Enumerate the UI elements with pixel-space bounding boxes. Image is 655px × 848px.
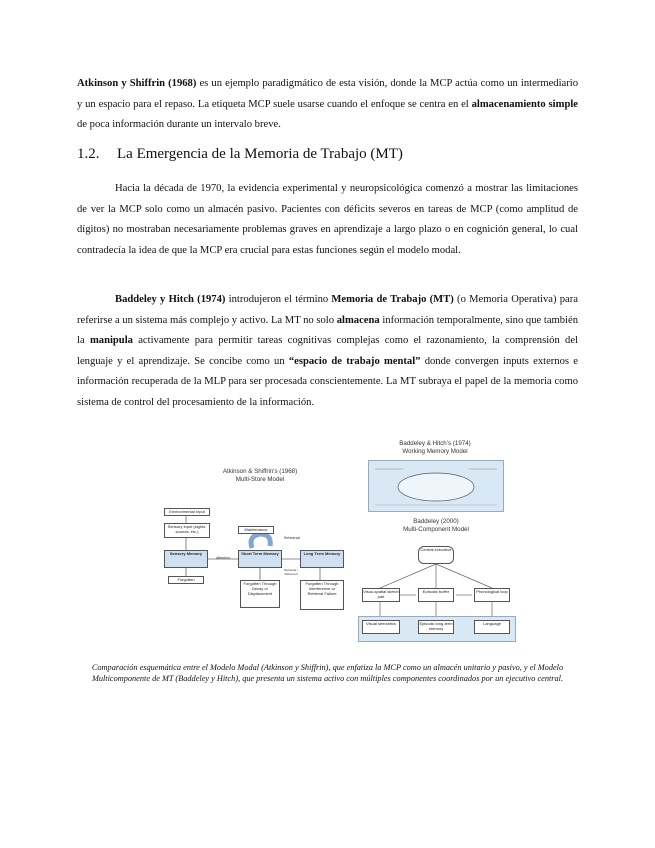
figure-title-line: Baddeley & Hitch’s (1974) [399,440,471,447]
section-heading [77,146,403,163]
figure-title-line: Multi-Component Model [403,526,469,533]
figure-title-line: Baddeley (2000) [413,518,459,525]
figure-multi-store-model [160,468,360,628]
figure-caption: Comparación esquemática entre el Modelo Modal (Atkinson y Shiffrin), que enfatiza la MCP como un almacén unitario y pasivo, y el Modelo Multicomponente de MT (Baddeley y Hitch), que presenta un sistema activo con múltiples componentes coordinados por un ejecutivo central. [91,663,564,683]
figure-multi-component-model [356,518,516,642]
paragraph-text: de poca información durante un intervalo breve. [77,119,281,130]
wm-diagram-area [368,460,504,512]
episodic-buffer-box: Episodic buffer [418,588,454,602]
paragraph-text: es un ejemplo paradigmático de esta visión, donde la MCP actúa como un intermediario y un espacio para el repaso. La etiqueta MCP suele usarse cuando el enfoque se centra en el [77,78,578,110]
figure-title-line: Atkinson & Shiffrin's (1968) [222,468,298,475]
term-almacenamiento: almacenamiento simple [471,98,578,110]
paragraph-text: donde convergen inputs externos e información recuperada de la MLP para ser procesada conscientemente. La MT subraya el papel de la memoria como sistema de control del procesamiento de la información. [77,355,578,408]
central-executive-box: Central executive [418,546,454,564]
paragraph-text: información temporalmente, sino que también la [77,314,579,346]
term-almacena: almacena [336,314,380,326]
forgotten-box-2: Forgotten Through Decay or Displacement [240,580,280,608]
maintenance-box: Maintenance [238,526,274,534]
paragraph-text: Hacia la década de 1970, la evidencia experimental y neuropsicológica comenzó a mostrar las limitaciones de ver la MCP solo como un almacén pasivo. Pacientes con déficits severos en tareas de MCP (como amplitud de dígitos) no mostraban necesariamente problemas graves en aprendizaje a largo plazo o en cognición general, lo cual contradecía la idea de que la MCP era crucial para estas funciones según el modelo modal. [77,183,578,256]
figure-title [360,440,510,456]
paragraph-atkinson [77,74,578,136]
section-number: 1.2. [77,146,100,162]
short-term-memory-box: Short Term Memory [238,550,282,568]
figure-title-line: Multi-Store Model [235,476,285,483]
paragraph-baddeley-hitch [77,290,578,413]
ref-baddeley-hitch: Baddeley y Hitch (1974) [115,294,226,305]
term-memoria-trabajo: Memoria de Trabajo (MT) [331,294,454,305]
sensory-memory-box: Sensory Memory [164,550,208,568]
figure-working-memory-model [360,438,510,514]
paragraph-text: introdujeron el término [225,294,332,305]
long-term-memory-box: Long Term Memory [300,550,344,568]
figure-title-line: Working Memory Model [402,448,468,455]
term-espacio-trabajo: “espacio de trabajo mental” [288,355,421,367]
episodic-ltm-box: Episodic long-term memory [418,620,454,634]
attention-label: Attention [216,556,230,560]
rehearsal-label: Rehearsal [284,536,300,540]
forgotten-box-3: Forgotten Through Interference or Retrieval Failure [300,580,344,610]
ref-atkinson: Atkinson y Shiffrin (1968) [77,78,197,89]
paragraph-text: (o Memoria Operativa) para referirse a un sistema más complejo y activo. La MT no solo [77,294,578,326]
language-box: Language [474,620,510,634]
env-input-box: Environmental Input [164,508,210,516]
paragraph-text: activamente para permitir tareas cognitivas complejas como el razonamiento, la comprensión del lenguaje y el aprendizaje. Se concibe como un [77,335,579,367]
sensory-input-box: Sensory Input (sights, sounds, etc.) [164,523,210,538]
paragraph-decada-1970 [77,179,578,261]
term-manipula: manipula [89,335,133,346]
retrieval-label: Retrieval / Retrieved [284,568,298,576]
forgotten-box-1: Forgotten [168,576,204,584]
visuospatial-box: Visuo-spatial sketch pad [362,588,400,602]
wm-diagram-shapes [369,461,503,511]
phonological-loop-box: Phonological loop [474,588,510,602]
visual-semantics-box: Visual semantics [362,620,400,634]
section-title: La Emergencia de la Memoria de Trabajo (MT) [117,146,403,162]
